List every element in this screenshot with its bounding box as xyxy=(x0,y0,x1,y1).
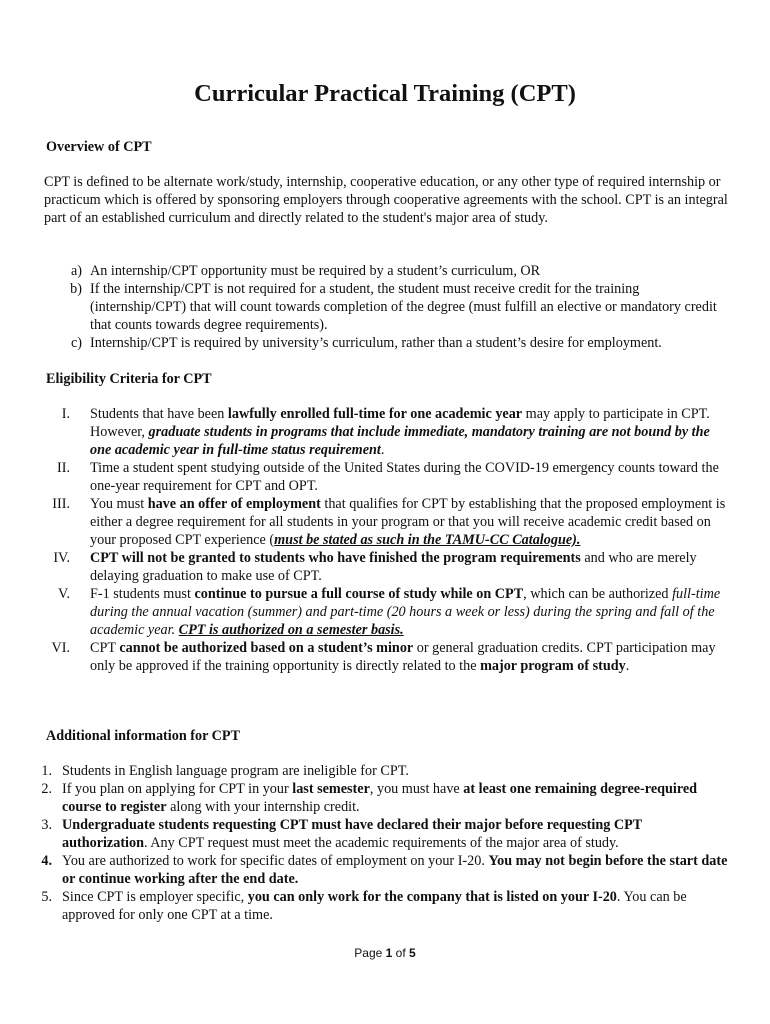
text-run: F-1 students must xyxy=(90,586,195,602)
additional-item-text xyxy=(62,888,728,924)
text-run: CPT xyxy=(90,640,120,656)
eligibility-item-text xyxy=(90,585,728,639)
bold-italic-underline-run: CPT is authorized on a semester basis. xyxy=(178,622,404,638)
bold-run: Undergraduate students requesting CPT must have declared their major before requesting CPT authorization xyxy=(62,817,642,851)
bold-run: last semester xyxy=(292,781,370,797)
text-run: or general graduation credits. CPT participation may only be approved if the training opportunity is directly related to the xyxy=(90,640,716,674)
current-page-number: 1 xyxy=(385,946,393,960)
list-item-text: If the internship/CPT is not required for a student, the student must receive credit for the training (internship/CPT) that will count towards completion of the degree (must fulfill an elective or mandatory credit that counts towards degree requirements). xyxy=(90,281,717,333)
bold-run: continue to pursue a full course of study while on CPT xyxy=(194,586,524,602)
document-title: Curricular Practical Training (CPT) xyxy=(194,80,576,107)
additional-info-heading: Additional information for CPT xyxy=(46,728,241,744)
additional-item xyxy=(36,852,728,888)
overview-paragraph: CPT is defined to be alternate work/study, internship, cooperative education, or any other type of required internship or practicum which is offered by sponsoring employers through cooperative agreements with the school. CPT is an integral part of an established curriculum and directly related to the student's major area of study. xyxy=(44,174,728,226)
list-marker: b) xyxy=(70,281,82,297)
list-item xyxy=(66,334,736,352)
bold-run: at least one remaining degree-required course to register xyxy=(62,781,698,815)
list-marker: IV. xyxy=(53,550,70,566)
eligibility-item-text xyxy=(90,495,728,549)
additional-item-text xyxy=(62,762,728,780)
bold-run: You may not begin before the start date or continue working after the end date. xyxy=(62,853,728,887)
list-item-text: An internship/CPT opportunity must be required by a student’s curriculum, OR xyxy=(90,263,541,279)
text-run: and who are merely delaying graduation to make use of CPT. xyxy=(90,550,697,584)
eligibility-item-text xyxy=(90,405,728,459)
additional-item xyxy=(36,816,728,852)
overview-heading: Overview of CPT xyxy=(46,139,152,155)
page-label: Page xyxy=(354,946,386,960)
text-run: Time a student spent studying outside of the United States during the COVID-19 emergency counts toward the one-year requirement for CPT and OPT. xyxy=(90,460,719,494)
text-run: . xyxy=(380,442,385,458)
eligibility-item xyxy=(44,495,728,549)
list-marker: a) xyxy=(70,263,82,279)
text-run: . You can be approved for only one CPT at a time. xyxy=(62,889,687,923)
text-run: Students that have been xyxy=(90,406,228,422)
additional-item-text xyxy=(62,780,728,816)
text-run: . xyxy=(625,658,630,674)
list-marker: c) xyxy=(70,335,82,351)
bold-run: CPT will not be granted to students who have finished the program requirements xyxy=(90,550,581,566)
eligibility-item xyxy=(44,459,728,495)
eligibility-heading: Eligibility Criteria for CPT xyxy=(46,371,212,387)
bold-run: cannot be authorized based on a student’s minor xyxy=(119,640,414,656)
list-marker: 5. xyxy=(41,889,52,905)
text-run: Since CPT is employer specific, xyxy=(62,889,248,905)
eligibility-item-text xyxy=(90,459,728,495)
eligibility-item xyxy=(44,585,728,639)
page-of-label: of xyxy=(392,946,410,960)
italic-run: full-time during the annual vacation (summer) and part-time (20 hours a week or less) during the spring and fall of the academic year. xyxy=(90,586,721,638)
text-run: may apply to participate in CPT. However, xyxy=(90,406,710,440)
overview-list xyxy=(66,262,736,352)
list-marker: 4. xyxy=(41,853,52,869)
bold-run: you can only work for the company that is listed on your I-20 xyxy=(247,889,617,905)
page-footer xyxy=(0,944,770,962)
text-run: Students in English language program are ineligible for CPT. xyxy=(62,763,409,779)
list-marker: II. xyxy=(57,460,70,476)
text-run: , you must have xyxy=(369,781,464,797)
additional-item xyxy=(36,780,728,816)
additional-item-text xyxy=(62,852,728,888)
bold-italic-run: graduate students in programs that include immediate, mandatory training are not bound by the one academic year in full-time status requirement xyxy=(90,424,710,458)
text-run: If you plan on applying for CPT in your xyxy=(62,781,293,797)
list-marker: 2. xyxy=(41,781,52,797)
list-marker: 3. xyxy=(41,817,52,833)
text-run: . Any CPT request must meet the academic requirements of the major area of study. xyxy=(143,835,619,851)
text-run: that qualifies for CPT by establishing that the proposed employment is either a degree requirement for all students in your program or that you will receive academic credit based on your proposed CPT experience ( xyxy=(90,496,726,548)
list-marker: III. xyxy=(52,496,70,512)
bold-run: major program of study xyxy=(480,658,626,674)
additional-item-text xyxy=(62,816,728,852)
eligibility-list xyxy=(44,405,728,675)
additional-item xyxy=(36,888,728,924)
bold-italic-underline-run: must be stated as such in the TAMU-CC Catalogue). xyxy=(274,532,581,548)
bold-run: have an offer of employment xyxy=(147,496,321,512)
list-marker: V. xyxy=(58,586,70,602)
list-item xyxy=(66,262,736,280)
text-run: , which can be authorized xyxy=(523,586,673,602)
eligibility-item xyxy=(44,405,728,459)
additional-info-list xyxy=(36,762,728,924)
text-run: along with your internship credit. xyxy=(166,799,360,815)
list-item xyxy=(66,280,736,334)
list-marker: VI. xyxy=(51,640,70,656)
list-marker: I. xyxy=(61,406,70,422)
total-page-count: 5 xyxy=(409,946,416,960)
list-marker: 1. xyxy=(41,763,52,779)
eligibility-item xyxy=(44,639,728,675)
text-run: You are authorized to work for specific dates of employment on your I-20. xyxy=(62,853,489,869)
eligibility-item-text xyxy=(90,639,728,675)
list-item-text: Internship/CPT is required by university’s curriculum, rather than a student’s desire for employment. xyxy=(90,335,662,351)
text-run: You must xyxy=(90,496,148,512)
bold-run: lawfully enrolled full-time for one academic year xyxy=(227,406,523,422)
eligibility-item xyxy=(44,549,728,585)
eligibility-item-text xyxy=(90,549,728,585)
additional-item xyxy=(36,762,728,780)
